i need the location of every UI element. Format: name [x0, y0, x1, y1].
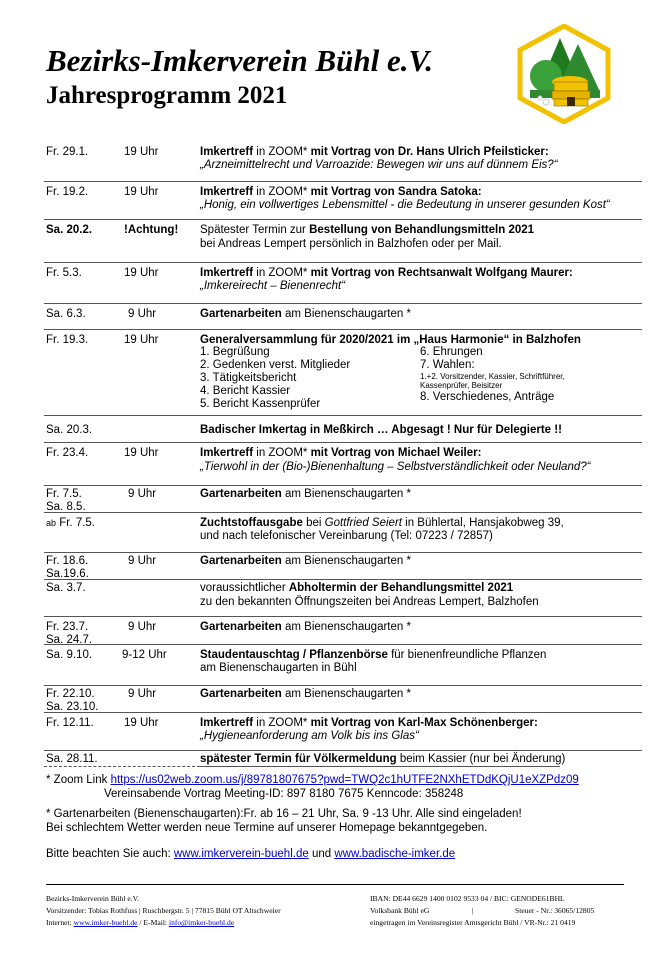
event-row [44, 220, 642, 263]
row-divider [200, 766, 560, 767]
club-title: Bezirks-Imkerverein Bühl e.V. [46, 43, 433, 78]
event-row [44, 686, 642, 713]
imkerverein-link[interactable]: www.imkerverein-buehl.de [173, 848, 309, 860]
agenda-item: 4. Bericht Kassier [200, 385, 291, 397]
event-row [44, 617, 642, 645]
agenda-item: 5. Bericht Kassenprüfer [200, 398, 321, 410]
weather-note: Bei schlechtem Wetter werden neue Termine auf unserer Homepage bekanntgegeben. [46, 822, 488, 834]
event-row [44, 486, 642, 513]
agenda-item: 7. Wahlen: [420, 359, 475, 371]
event-row [44, 304, 642, 330]
event-date: Sa. 20.2. [46, 224, 93, 236]
event-description: Gartenarbeiten am Bienenschaugarten * [200, 488, 411, 500]
event-description: Imkertreff in ZOOM* mit Vortrag von Dr. Hans Ulrich Pfeilsticker: [200, 146, 549, 158]
event-description: Gartenarbeiten am Bienenschaugarten * [200, 308, 411, 320]
event-time: 19 Uhr [124, 334, 159, 346]
event-date: Sa. 24.7. [46, 634, 93, 646]
event-row [44, 645, 642, 686]
zoom-link[interactable]: https://us02web.zoom.us/j/89781807675?pwd=TWQ2c1hUTFE2NXhETDdKQjU1eXZPdz09 [110, 774, 579, 786]
event-date: Sa. 8.5. [46, 501, 86, 513]
footer-bank: IBAN: DE44 6629 1400 0102 9533 04 / BIC: GENODE61BHL [370, 894, 565, 903]
event-description: Spätester Termin zur Bestellung von Behandlungsmitteln 2021 [200, 224, 535, 236]
event-detail: zu den bekannten Öffnungszeiten bei Andreas Lempert, Balzhofen [200, 596, 539, 608]
event-time: 19 Uhr [124, 146, 159, 158]
event-description: Imkertreff in ZOOM* mit Vortrag von Michael Weiler: [200, 447, 482, 459]
event-description: Imkertreff in ZOOM* mit Vortrag von Karl-Max Schönenberger: [200, 717, 538, 729]
event-date: Fr. 12.11. [46, 717, 94, 729]
event-date: Fr. 23.4. [46, 447, 89, 459]
event-row [44, 553, 642, 580]
event-row [44, 263, 642, 304]
agenda-item: 8. Verschiedenes, Anträge [420, 391, 555, 403]
event-date: Fr. 29.1. [46, 146, 89, 158]
event-detail: bei Andreas Lempert persönlich in Balzhofen oder per Mail. [200, 238, 502, 250]
event-time: 19 Uhr [124, 447, 159, 459]
footer-chairman: Vorsitzender: Tobias Rothfuss | Ruschbergstr. 5 | 77815 Bühl OT Altschweier [46, 906, 281, 915]
event-talk-title: „Hygieneanforderung am Volk bis ins Glas“ [200, 730, 419, 742]
event-description: Staudentauschtag / Pflanzenbörse für bienenfreundliche Pflanzen [200, 649, 547, 661]
event-time: 9 Uhr [128, 308, 157, 320]
event-time: 19 Uhr [124, 186, 159, 198]
event-description: Imkertreff in ZOOM* mit Vortrag von Rechtsanwalt Wolfgang Maurer: [200, 267, 573, 279]
event-time: 9 Uhr [128, 688, 157, 700]
footer-divider [46, 884, 624, 885]
event-date: Fr. 23.7. [46, 621, 89, 633]
footer-contact: Internet: www.imker-buehl.de / E-Mail: info@imker-buehl.de [46, 918, 235, 927]
event-row [44, 713, 642, 751]
event-row [44, 142, 642, 182]
event-row [44, 443, 642, 486]
event-description: Gartenarbeiten am Bienenschaugarten * [200, 688, 411, 700]
event-date: Sa.19.6. [46, 568, 89, 580]
event-time: !Achtung! [124, 224, 179, 236]
footer-separator: | [472, 906, 474, 915]
zoom-note: * Zoom Link https://us02web.zoom.us/j/89781807675?pwd=TWQ2c1hUTFE2NXhETDdKQjU1eXZPdz09 [46, 774, 579, 786]
event-date: Sa. 20.3. [46, 424, 93, 436]
event-row [44, 182, 642, 220]
event-talk-title: „Imkereirecht – Bienenrecht“ [200, 280, 346, 292]
event-date: Fr. 19.3. [46, 334, 89, 346]
footer-website-link[interactable]: www.imker-buehl.de [73, 918, 138, 927]
event-time: 19 Uhr [124, 267, 159, 279]
event-date: Fr. 19.2. [46, 186, 89, 198]
event-date: Sa. 28.11. [46, 753, 98, 765]
footer-club-name: Bezirks-Imkerverein Bühl e.V. [46, 894, 140, 903]
event-time: 19 Uhr [124, 717, 159, 729]
event-row [44, 513, 642, 553]
agenda-item: 3. Tätigkeitsbericht [200, 372, 297, 384]
program-title: Jahresprogramm 2021 [46, 82, 288, 109]
agenda-item: 2. Gedenken verst. Mitglieder [200, 359, 351, 371]
event-date: Fr. 7.5. [46, 488, 82, 500]
event-date: Sa. 6.3. [46, 308, 86, 320]
row-divider [44, 766, 200, 767]
event-detail: und nach telefonischer Vereinbarung (Tel: 07223 / 72857) [200, 530, 493, 542]
footer-tax-number: Steuer - Nr.: 36065/12805 [515, 906, 595, 915]
see-also-note: Bitte beachten Sie auch: www.imkerverein-buehl.de und www.badische-imker.de [46, 848, 456, 860]
footer-register: eingetragen im Vereinsregister Amtsgericht Bühl / VR-Nr.: 21 0419 [370, 918, 576, 927]
event-description: Generalversammlung für 2020/2021 im „Haus Harmonie“ in Balzhofen [200, 334, 581, 346]
agenda-item: 6. Ehrungen [420, 346, 483, 358]
event-row [44, 330, 642, 416]
agenda-subitem: 1.+2. Vorsitzender, Kassier, Schriftführer, [420, 372, 565, 381]
event-date: Sa. 23.10. [46, 701, 99, 713]
event-date: Fr. 22.10. [46, 688, 95, 700]
event-talk-title: „Arzneimittelrecht und Varroazide: Bewegen wir uns auf dünnem Eis?“ [200, 159, 558, 171]
event-date: Fr. 5.3. [46, 267, 82, 279]
event-description: Imkertreff in ZOOM* mit Vortrag von Sandra Satoka: [200, 186, 482, 198]
event-talk-title: „Tierwohl in der (Bio-)Bienenhaltung – Selbstverständlichkeit oder Neuland?“ [200, 461, 591, 473]
event-description: Gartenarbeiten am Bienenschaugarten * [200, 621, 411, 633]
event-description: Gartenarbeiten am Bienenschaugarten * [200, 555, 411, 567]
event-description: Zuchtstoffausgabe bei Gottfried Seiert in Bühlertal, Hansjakobweg 39, [200, 517, 564, 529]
event-date: Sa. 3.7. [46, 582, 86, 594]
agenda-item: 1. Begrüßung [200, 346, 270, 358]
beehive-logo [516, 24, 612, 124]
event-row [44, 580, 642, 617]
badische-imker-link[interactable]: www.badische-imker.de [334, 848, 456, 860]
event-description: Badischer Imkertag in Meßkirch … Abgesagt ! Nur für Delegierte !! [200, 424, 562, 436]
event-time: 9 Uhr [128, 488, 157, 500]
event-time: 9-12 Uhr [122, 649, 167, 661]
event-date: Fr. 18.6. [46, 555, 89, 567]
event-date: Sa. 9.10. [46, 649, 93, 661]
event-date: ab Fr. 7.5. [46, 517, 96, 529]
footer-bank-name: Volksbank Bühl eG [370, 906, 430, 915]
agenda-subitem: Kassenprüfer, Beisitzer [420, 381, 503, 390]
garden-note: * Gartenarbeiten (Bienenschaugarten):Fr. ab 16 – 21 Uhr, Sa. 9 -13 Uhr. Alle sind eingeladen! [46, 808, 522, 820]
event-description: spätester Termin für Völkermeldung beim Kassier (nur bei Änderung) [200, 753, 566, 765]
footer-email-link[interactable]: info@imker-buehl.de [168, 918, 235, 927]
event-time: 9 Uhr [128, 621, 157, 633]
event-time: 9 Uhr [128, 555, 157, 567]
zoom-meeting-info: Vereinsabende Vortrag Meeting-ID: 897 8180 7675 Kenncode: 358248 [104, 788, 464, 800]
event-talk-title: „Honig, ein vollwertiges Lebensmittel - die Bedeutung in unserer gesunden Kost“ [200, 199, 610, 211]
event-row [44, 416, 642, 443]
event-description: voraussichtlicher Abholtermin der Behandlungsmittel 2021 [200, 582, 514, 594]
event-detail: am Bienenschaugarten in Bühl [200, 662, 357, 674]
